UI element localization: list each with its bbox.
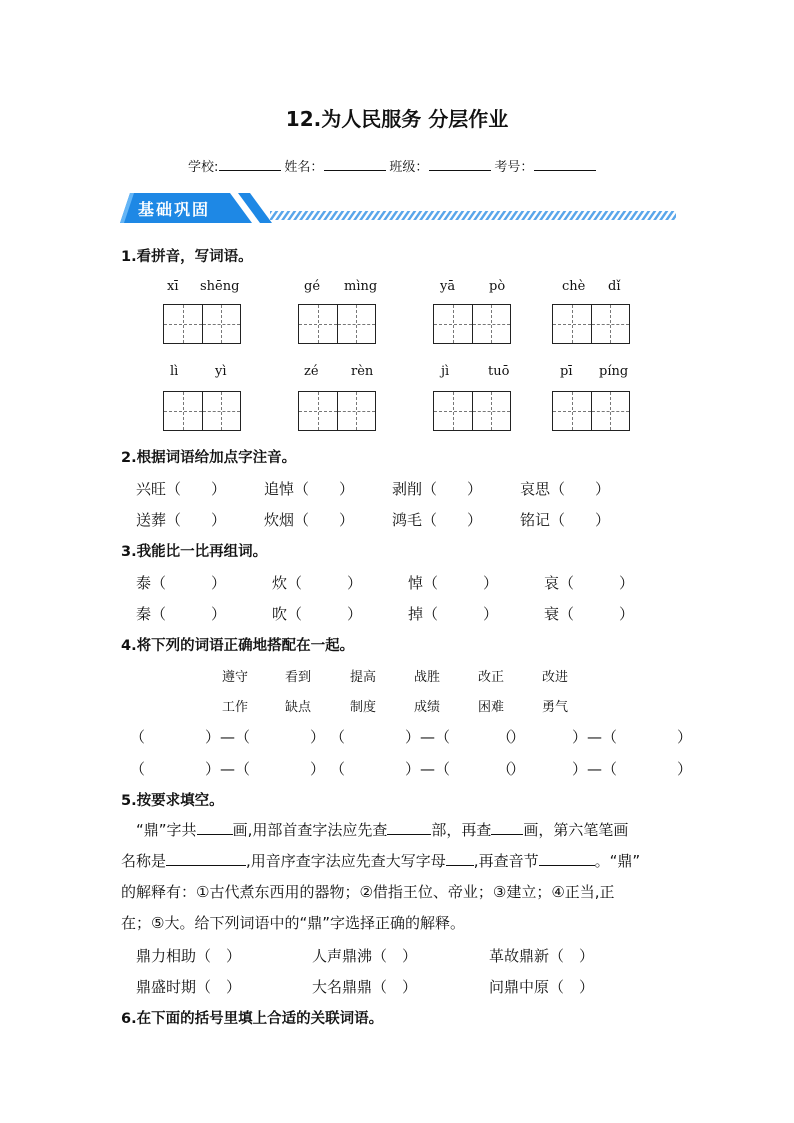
q1-pinyin-6b: rèn	[351, 364, 374, 379]
q4-word: 缺点	[285, 700, 312, 715]
q5-text: 画，第六笔笔画	[523, 821, 629, 839]
q1-pinyin-8b: píng	[599, 364, 629, 379]
writing-grid[interactable]	[552, 304, 630, 344]
q3-item[interactable]: 悼（ ）	[408, 574, 499, 592]
q4-pair-blank[interactable]: （ ）—（ ）	[130, 760, 326, 778]
q4-title: 4.将下列的词语正确地搭配在一起。	[121, 638, 355, 654]
q3-item[interactable]: 炊（ ）	[272, 574, 363, 592]
q4-word: 看到	[285, 670, 312, 685]
letter-blank[interactable]	[446, 851, 474, 866]
q1-pinyin-6a: zé	[304, 364, 319, 379]
q1-pinyin-3a: yā	[440, 279, 456, 294]
q3-title: 3.我能比一比再组词。	[121, 544, 268, 560]
q1-pinyin-4a: chè	[562, 279, 586, 294]
q2-item[interactable]: 剥削（ ）	[392, 480, 483, 498]
writing-grid[interactable]	[163, 391, 241, 431]
q5-line-4: 在；⑤大。给下列词语中的“鼎”字选择正确的解释。	[121, 914, 465, 932]
q4-word: 工作	[222, 700, 249, 715]
strokes-blank[interactable]	[197, 820, 233, 835]
q2-item[interactable]: 铭记（ ）	[520, 511, 611, 529]
q1-pinyin-5b: yì	[215, 364, 227, 379]
q4-pair-blank[interactable]: （ ）—（ ）	[497, 760, 693, 778]
writing-grid[interactable]	[298, 391, 376, 431]
banner-label: 基础巩固	[138, 200, 211, 219]
q5-line-1	[121, 815, 681, 846]
student-info-line	[188, 156, 599, 175]
q5-paragraph	[121, 815, 681, 939]
q1-pinyin-2b: mìng	[344, 279, 378, 294]
q5-text: 。“鼎”	[594, 852, 641, 870]
name-blank[interactable]	[324, 158, 386, 171]
q4-word: 勇气	[542, 700, 569, 715]
school-blank[interactable]	[219, 158, 281, 171]
q5-text: 画,用部首查字法应先查	[232, 821, 388, 839]
q5-line-3: 的解释有：①古代煮东西用的器物；②借指王位、帝业；③建立；④正当,正	[121, 883, 615, 901]
q4-word: 制度	[350, 700, 377, 715]
radical-blank[interactable]	[387, 820, 431, 835]
page-title: 12.为人民服务 分层作业	[285, 107, 509, 131]
q4-word: 遵守	[222, 670, 249, 685]
q1-pinyin-4b: dǐ	[608, 279, 621, 294]
q1-pinyin-1a: xī	[167, 279, 179, 294]
q5-item[interactable]: 人声鼎沸（ ）	[312, 947, 418, 965]
q5-text: ,再查音节	[473, 852, 539, 870]
q5-item[interactable]: 大名鼎鼎（ ）	[312, 978, 418, 996]
q5-line-2	[121, 846, 681, 877]
q5-text: 部，再查	[431, 821, 492, 839]
q2-item[interactable]: 兴旺（ ）	[136, 480, 227, 498]
class-blank[interactable]	[429, 158, 491, 171]
q3-item[interactable]: 掉（ ）	[408, 605, 499, 623]
q1-pinyin-5a: lì	[170, 364, 179, 379]
q5-title: 5.按要求填空。	[121, 793, 224, 809]
q3-item[interactable]: 秦（ ）	[136, 605, 227, 623]
q4-pair-blank[interactable]: （ ）—（ ）	[130, 728, 326, 746]
q2-item[interactable]: 送葬（ ）	[136, 511, 227, 529]
syllable-blank[interactable]	[539, 851, 595, 866]
q1-pinyin-2a: gé	[304, 279, 321, 294]
q2-item[interactable]: 追悼（ ）	[264, 480, 355, 498]
writing-grid[interactable]	[433, 304, 511, 344]
class-label: 班级：	[389, 160, 429, 175]
q4-word: 困难	[478, 700, 505, 715]
q4-word: 提高	[350, 670, 377, 685]
writing-grid[interactable]	[433, 391, 511, 431]
q1-pinyin-1b: shēng	[200, 279, 240, 294]
q3-item[interactable]: 泰（ ）	[136, 574, 227, 592]
q4-word: 战胜	[414, 670, 441, 685]
q5-text: “鼎”字共	[136, 821, 197, 839]
q4-word: 改正	[478, 670, 505, 685]
q1-pinyin-8a: pī	[560, 364, 573, 379]
q3-item[interactable]: 衰（ ）	[544, 605, 635, 623]
q1-pinyin-3b: pò	[489, 279, 506, 294]
section-banner	[120, 193, 676, 223]
stroke-name-blank[interactable]	[166, 851, 246, 866]
school-label: 学校:	[188, 160, 219, 175]
q1-title: 1.看拼音，写词语。	[121, 249, 253, 265]
writing-grid[interactable]	[163, 304, 241, 344]
exam-label: 考号：	[494, 160, 534, 175]
q2-item[interactable]: 炊烟（ ）	[264, 511, 355, 529]
name-label: 姓名：	[284, 160, 324, 175]
q1-pinyin-7a: jì	[441, 364, 450, 379]
q4-pair-blank[interactable]: （ ）—（ ）	[497, 728, 693, 746]
q2-item[interactable]: 哀思（ ）	[520, 480, 611, 498]
q5-text: 名称是	[121, 852, 167, 870]
q3-item[interactable]: 哀（ ）	[544, 574, 635, 592]
writing-grid[interactable]	[552, 391, 630, 431]
q2-title: 2.根据词语给加点字注音。	[121, 450, 297, 466]
q6-title: 6.在下面的括号里填上合适的关联词语。	[121, 1011, 384, 1027]
q2-item[interactable]: 鸿毛（ ）	[392, 511, 483, 529]
q5-item[interactable]: 问鼎中原（ ）	[489, 978, 595, 996]
q4-word: 改进	[542, 670, 569, 685]
q4-pair-blank[interactable]: （ ）—（ ）	[330, 760, 526, 778]
q5-item[interactable]: 革故鼎新（ ）	[489, 947, 595, 965]
writing-grid[interactable]	[298, 304, 376, 344]
q3-item[interactable]: 吹（ ）	[272, 605, 363, 623]
q4-pair-blank[interactable]: （ ）—（ ）	[330, 728, 526, 746]
q5-text: ,用音序查字法应先查大写字母	[246, 852, 446, 870]
remaining-strokes-blank[interactable]	[491, 820, 523, 835]
q5-item[interactable]: 鼎力相助（ ）	[136, 947, 242, 965]
q1-pinyin-7b: tuō	[488, 364, 510, 379]
exam-blank[interactable]	[534, 158, 596, 171]
q4-word: 成绩	[414, 700, 441, 715]
q5-item[interactable]: 鼎盛时期（ ）	[136, 978, 242, 996]
